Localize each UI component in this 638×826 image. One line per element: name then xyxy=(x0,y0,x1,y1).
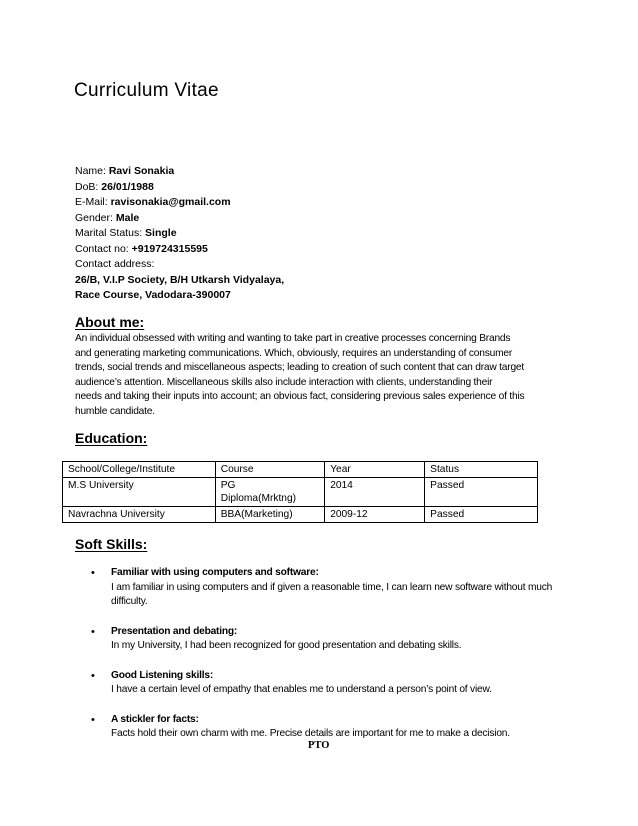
skill-title: A stickler for facts: xyxy=(111,713,199,725)
table-cell: Status xyxy=(425,462,538,478)
page-footer-pto: PTO xyxy=(308,740,330,751)
personal-row xyxy=(75,226,284,242)
about-line: and generating marketing communications. Which, obviously, requires an understanding of consumer xyxy=(75,347,513,359)
personal-value: +919724315595 xyxy=(131,242,208,255)
personal-label: Contact address: xyxy=(75,258,155,270)
table-cell: Course xyxy=(215,462,324,478)
personal-row xyxy=(75,211,284,227)
table-row xyxy=(63,507,538,523)
education-table xyxy=(62,461,538,523)
skill-description: Facts hold their own charm with me. Precise details are important for me to make a decision. xyxy=(111,728,510,739)
skill-description: In my University, I had been recognized for good presentation and debating skills. xyxy=(111,640,462,651)
personal-details xyxy=(75,164,284,304)
table-cell: 2014 xyxy=(325,478,425,507)
personal-value: ravisonakia@gmail.com xyxy=(110,196,231,208)
table-row xyxy=(63,478,538,507)
personal-row xyxy=(75,180,284,196)
personal-row xyxy=(75,242,284,258)
skill-item xyxy=(88,713,568,742)
table-cell: Passed xyxy=(425,478,538,507)
soft-skills-list xyxy=(88,566,568,757)
personal-value: Ravi Sonakia xyxy=(108,165,175,177)
personal-label: DoB: xyxy=(75,180,102,193)
about-line: An individual obsessed with writing and wanting to take part in creative processes concerning Brands xyxy=(75,333,511,344)
personal-row xyxy=(75,273,284,289)
skill-title: Familiar with using computers and software: xyxy=(111,567,319,578)
bullet-icon: • xyxy=(91,625,95,638)
about-line: needs and taking their inputs into account; an obvious fact, considering previous sales experience of this xyxy=(75,391,525,402)
personal-row xyxy=(75,288,284,304)
personal-value: Male xyxy=(115,211,140,224)
document-title: Curriculum Vitae xyxy=(74,80,219,101)
personal-label: Contact no: xyxy=(75,242,132,255)
personal-label: Marital Status: xyxy=(75,227,146,239)
personal-value: Race Course, Vadodara-390007 xyxy=(75,289,231,301)
personal-row xyxy=(75,257,284,273)
skill-description: I have a certain level of empathy that enables me to understand a person’s point of view. xyxy=(111,684,492,695)
skill-item xyxy=(88,625,568,654)
table-cell: School/College/Institute xyxy=(63,462,216,478)
bullet-icon: • xyxy=(91,669,95,682)
soft-skills-heading: Soft Skills: xyxy=(75,536,148,552)
table-cell: PG Diploma(Mrktng) xyxy=(215,478,324,507)
about-line: trends, social trends and miscellaneous aspects; leading to creation of such content that can draw target xyxy=(75,362,525,373)
bullet-icon: • xyxy=(91,567,95,579)
personal-label: Gender: xyxy=(75,211,116,224)
personal-row xyxy=(75,164,284,180)
table-cell: M.S University xyxy=(63,478,216,507)
personal-label: Name: xyxy=(75,165,109,177)
personal-value: Single xyxy=(145,227,177,239)
skill-item xyxy=(88,566,568,610)
table-cell: BBA(Marketing) xyxy=(215,507,324,523)
personal-label: E-Mail: xyxy=(75,196,111,208)
table-cell: 2009-12 xyxy=(325,507,425,523)
skill-title: Presentation and debating: xyxy=(111,625,238,637)
personal-row xyxy=(75,195,284,211)
skill-item xyxy=(88,669,568,698)
table-cell: Passed xyxy=(425,507,538,523)
bullet-icon: • xyxy=(91,713,95,726)
skill-description: I am familiar in using computers and if given a reasonable time, I can learn new software without much difficulty. xyxy=(111,581,553,607)
about-text xyxy=(75,332,575,419)
table-cell: Year xyxy=(325,462,425,478)
education-heading: Education: xyxy=(75,430,148,446)
about-line: humble candidate. xyxy=(75,405,155,417)
table-cell: Navrachna University xyxy=(63,507,216,523)
personal-value: 26/B, V.I.P Society, B/H Utkarsh Vidyalaya, xyxy=(75,273,285,286)
skill-title: Good Listening skills: xyxy=(111,669,214,681)
about-heading: About me: xyxy=(75,314,145,330)
table-header-row xyxy=(63,462,538,478)
about-line: audience’s attention. Miscellaneous skills also include interaction with clients, understanding their xyxy=(75,376,493,388)
personal-value: 26/01/1988 xyxy=(101,180,154,193)
